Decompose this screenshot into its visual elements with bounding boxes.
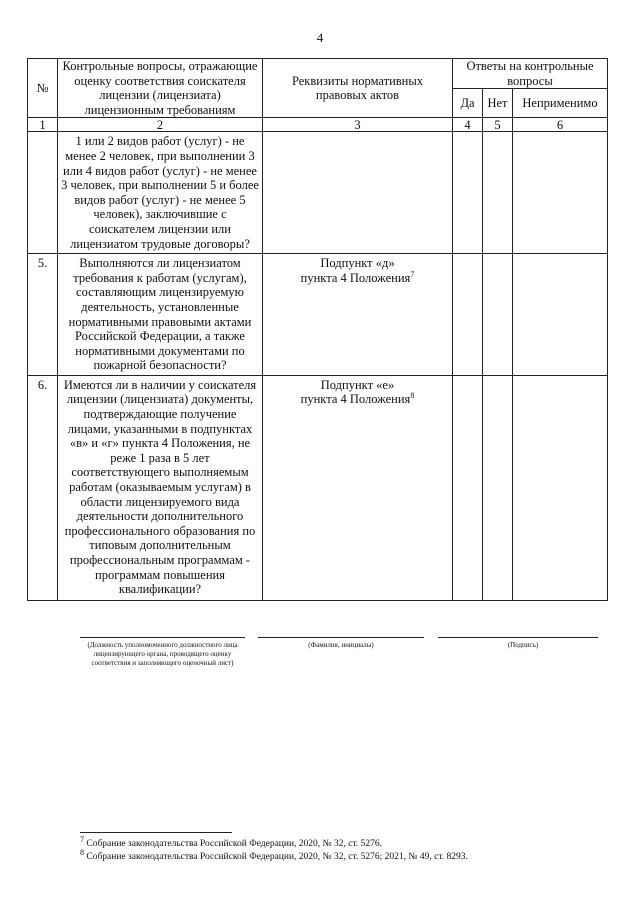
col-number: 2	[58, 118, 263, 132]
col-number: 4	[453, 118, 483, 132]
requisites-line-1: Подпункт «е»	[320, 377, 395, 392]
footnote-mark: 8	[80, 847, 84, 857]
answer-na-cell[interactable]	[513, 132, 608, 254]
header-no: Нет	[483, 89, 513, 118]
footnote-separator	[80, 832, 232, 833]
answer-yes-cell[interactable]	[453, 375, 483, 600]
footnote-8: $^8$ Собрание законодательства Российской Федерации, 2020, № 32, ст. 5276; 2021, № 49, ст. 8293.	[80, 847, 468, 862]
header-answers: Ответы на контрольные вопросы	[453, 59, 608, 89]
col-number: 1	[28, 118, 58, 132]
table-row	[28, 375, 608, 600]
row-question: Имеются ли в наличии у соискателя лицензии (лицензиата) документы, подтверждающие получение лицами, указанными в подпунктах «в» и «г» пункта 4 Положения, не реже 1 раза в 5 лет соответствующего выполняемым работам (оказываемым услугам) в области лицензируемого вида деятельности дополнительного профессионального образования по типовым дополнительным профессиональным программам - программам повышения квалификации?	[58, 375, 263, 600]
header-num: №	[28, 59, 58, 118]
requisites-line-1: Подпункт «д»	[320, 256, 395, 271]
answer-no-cell[interactable]	[483, 375, 513, 600]
row-requisites	[263, 254, 453, 376]
position-signature-line	[80, 637, 245, 638]
requisites-line-2: пункта 4 Положения$^7$	[300, 269, 415, 285]
row-number: 5.	[28, 254, 58, 376]
answer-na-cell[interactable]	[513, 254, 608, 376]
row-number: 6.	[28, 375, 58, 600]
footnote-mark: 8	[410, 391, 415, 401]
checklist-table	[27, 58, 608, 601]
sign-caption: (Подпись)	[507, 641, 539, 649]
row-requisites	[263, 375, 453, 600]
row-number	[28, 132, 58, 254]
col-number: 6	[513, 118, 608, 132]
col-number: 3	[263, 118, 453, 132]
sign-signature-line	[438, 637, 598, 638]
row-question: Выполняются ли лицензиатом требования к работам (услугам), составляющим лицензируемую деятельность, установленные нормативными правовыми актами Российской Федерации, а также нормативными документами по пожарной безопасности?	[58, 254, 263, 376]
header-requisites: Реквизиты нормативных правовых актов	[263, 59, 453, 118]
row-requisites	[263, 132, 453, 254]
name-signature-line	[258, 637, 424, 638]
answer-no-cell[interactable]	[483, 254, 513, 376]
position-caption: (Должность уполномоченного должностного лица лицензирующего органа, проводящего оценку соответствия и заполняющего оценочный лист)	[87, 641, 238, 667]
header-na: Неприменимо	[513, 89, 608, 118]
answer-no-cell[interactable]	[483, 132, 513, 254]
page-number: 4	[316, 30, 324, 45]
answer-na-cell[interactable]	[513, 375, 608, 600]
header-yes: Да	[453, 89, 483, 118]
answer-yes-cell[interactable]	[453, 132, 483, 254]
table-row	[28, 254, 608, 376]
footnote-mark: 7	[80, 834, 84, 844]
header-question: Контрольные вопросы, отражающие оценку соответствия соискателя лицензии (лицензиата) лицензионным требованиям	[58, 59, 263, 118]
requisites-line-2: пункта 4 Положения$^8$	[300, 391, 415, 407]
footnote-mark: 7	[410, 269, 415, 279]
row-question: 1 или 2 видов работ (услуг) - не менее 2 человек, при выполнении 3 или 4 видов работ (услуг) - не менее 3 человек, при выполнении 5 и более видов работ (услуг) - не менее 5 человек), заключившие с соискателем лицензии или лицензиатом трудовые договоры?	[58, 132, 263, 254]
answer-yes-cell[interactable]	[453, 254, 483, 376]
name-caption: (Фамилия, инициалы)	[308, 641, 374, 649]
footnote-7: $^7$ Собрание законодательства Российской Федерации, 2020, № 32, ст. 5276.	[80, 834, 383, 849]
table-row	[28, 132, 608, 254]
col-number: 5	[483, 118, 513, 132]
